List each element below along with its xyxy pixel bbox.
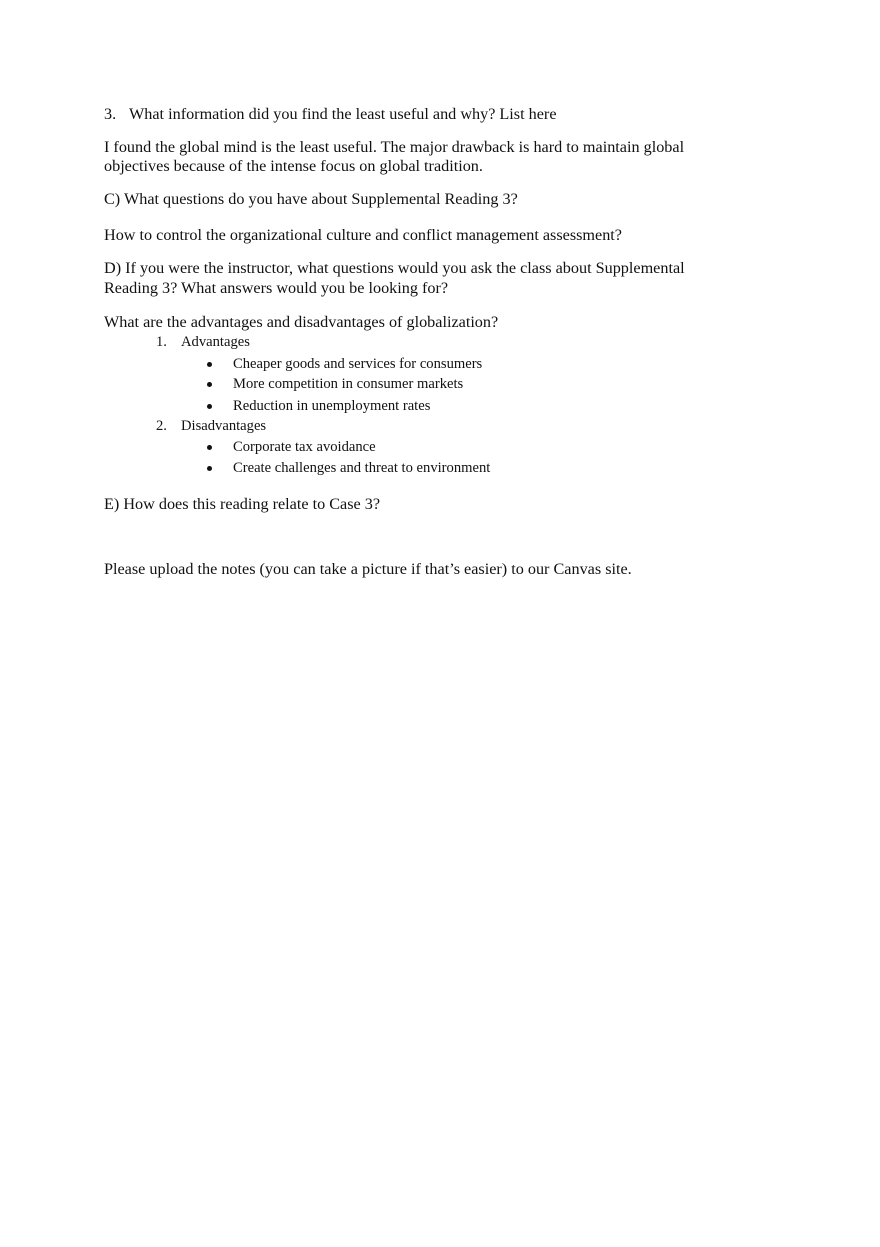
disadvantages-label: Disadvantages <box>181 418 267 434</box>
list-item: Cheaper goods and services for consumers <box>233 356 483 372</box>
q3-number: 3. <box>104 105 117 123</box>
bullet-icon <box>207 404 212 409</box>
bullet-icon <box>207 382 212 387</box>
question-c-answer: How to control the organizational culture and conflict management assessment? <box>104 226 622 244</box>
list-number: 2. <box>156 418 167 434</box>
list-item: Reduction in unemployment rates <box>233 398 431 414</box>
question-e: E) How does this reading relate to Case 3? <box>104 495 381 513</box>
question-d-line-2: Reading 3? What answers would you be looking for? <box>104 279 449 297</box>
q3-answer-line-1: I found the global mind is the least useful. The major drawback is hard to maintain global <box>104 138 685 156</box>
q3-question: What information did you find the least useful and why? List here <box>129 105 557 123</box>
q3-answer-line-2: objectives because of the intense focus on global tradition. <box>104 157 483 175</box>
bullet-icon <box>207 445 212 450</box>
question-d-answer-heading: What are the advantages and disadvantages of globalization? <box>104 313 499 331</box>
list-item: Create challenges and threat to environment <box>233 460 491 476</box>
list-number: 1. <box>156 334 167 350</box>
question-d-line-1: D) If you were the instructor, what questions would you ask the class about Supplemental <box>104 259 685 277</box>
upload-instructions: Please upload the notes (you can take a picture if that’s easier) to our Canvas site. <box>104 560 632 578</box>
advantages-label: Advantages <box>181 334 250 350</box>
list-item: More competition in consumer markets <box>233 376 464 392</box>
list-item: Corporate tax avoidance <box>233 439 376 455</box>
question-c: C) What questions do you have about Supplemental Reading 3? <box>104 190 518 208</box>
bullet-icon <box>207 466 212 471</box>
bullet-icon <box>207 362 212 367</box>
